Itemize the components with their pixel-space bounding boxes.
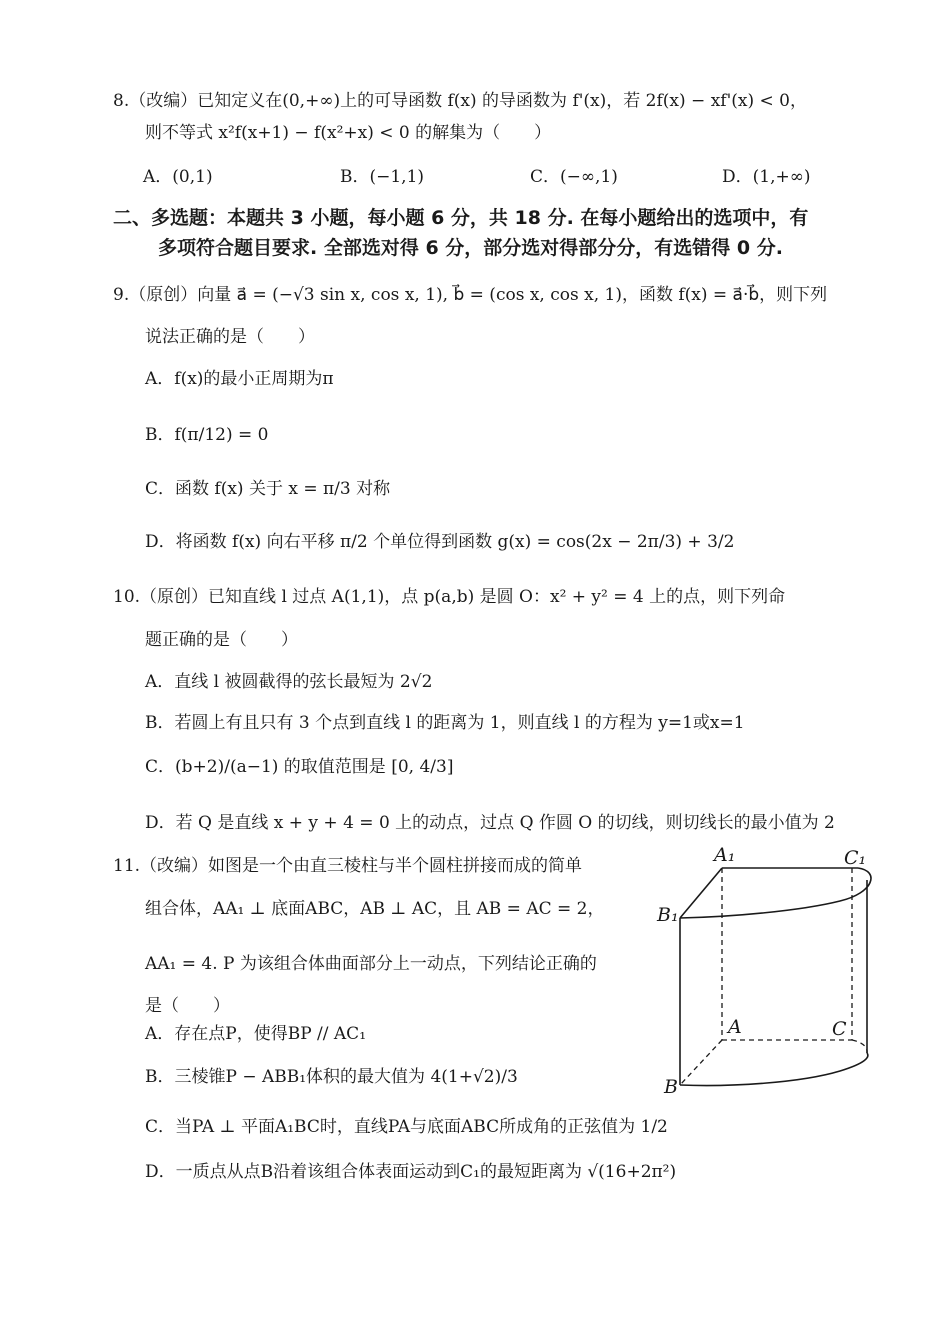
edge-a1b1 bbox=[680, 868, 722, 918]
q11-stem-line3: AA₁ = 4. P 为该组合体曲面部分上一动点，下列结论正确的 bbox=[145, 954, 597, 974]
q9-option-d: D．将函数 f(x) 向右平移 π/2 个单位得到函数 g(x) = cos(2x − 2π/3) + 3/2 bbox=[145, 532, 735, 552]
label-a: A bbox=[728, 1016, 742, 1038]
q10-option-d: D．若 Q 是直线 x + y + 4 = 0 上的动点，过点 Q 作圆 O 的切线，则切线长的最小值为 2 bbox=[145, 813, 835, 833]
q11-option-a: A．存在点P，使得BP // AC₁ bbox=[145, 1024, 367, 1044]
label-b: B bbox=[664, 1076, 678, 1098]
q10-stem-line2: 题正确的是（ ） bbox=[145, 630, 298, 650]
curve-top-arc bbox=[680, 868, 871, 918]
edge-ab-hidden bbox=[680, 1040, 722, 1085]
q8-option-a: A．(0,1) bbox=[143, 167, 213, 187]
q9-option-b: B．f(π/12) = 0 bbox=[145, 425, 269, 445]
q9-option-c: C．函数 f(x) 关于 x = π/3 对称 bbox=[145, 479, 391, 499]
q11-option-d: D．一质点从点B沿着该组合体表面运动到C₁的最短距离为 √(16+2π²) bbox=[145, 1162, 677, 1182]
q10-stem-line1: 10.（原创）已知直线 l 过点 A(1,1)，点 p(a,b) 是圆 O：x² + y² = 4 上的点，则下列命 bbox=[113, 587, 786, 607]
q10-option-a: A．直线 l 被圆截得的弦长最短为 2√2 bbox=[145, 672, 433, 692]
q11-figure bbox=[640, 835, 890, 1105]
curve-hidden-arc bbox=[852, 1040, 867, 1053]
q10-option-c: C．(b+2)/(a−1) 的取值范围是 [0, 4/3] bbox=[145, 757, 454, 777]
label-a1: A₁ bbox=[714, 844, 736, 866]
q8-option-b: B．(−1,1) bbox=[340, 167, 425, 187]
section-heading-line1: 二、多选题：本题共 3 小题，每小题 6 分，共 18 分. 在每小题给出的选项中，有 bbox=[113, 207, 809, 229]
q9-stem-line1: 9.（原创）向量 a⃗ = (−√3 sin x, cos x, 1), b⃗ = (cos x, cos x, 1)，函数 f(x) = a⃗·b⃗，则下列 bbox=[113, 285, 828, 305]
label-c: C bbox=[832, 1018, 847, 1040]
q10-option-b: B．若圆上有且只有 3 个点到直线 l 的距离为 1，则直线 l 的方程为 y=1或x=1 bbox=[145, 713, 745, 733]
label-c1: C₁ bbox=[844, 847, 867, 869]
q11-stem-line1: 11.（改编）如图是一个由直三棱柱与半个圆柱拼接而成的简单 bbox=[113, 856, 583, 876]
q11-stem-line2: 组合体，AA₁ ⊥ 底面ABC，AB ⊥ AC，且 AB = AC = 2， bbox=[145, 899, 605, 919]
q8-stem-line1: 8.（改编）已知定义在(0,+∞)上的可导函数 f(x) 的导函数为 f'(x)，若 2f(x) − xf'(x) < 0， bbox=[113, 91, 807, 111]
label-b1: B₁ bbox=[657, 904, 679, 926]
q11-option-b: B．三棱锥P − ABB₁体积的最大值为 4(1+√2)/3 bbox=[145, 1067, 518, 1087]
q8-option-d: D．(1,+∞) bbox=[722, 167, 811, 187]
section-heading-line2: 多项符合题目要求. 全部选对得 6 分，部分选对得部分分，有选错得 0 分. bbox=[158, 237, 783, 259]
curve-bottom-arc bbox=[680, 1053, 868, 1085]
q11-stem-line4: 是（ ） bbox=[145, 996, 230, 1016]
q8-option-c: C．(−∞,1) bbox=[530, 167, 618, 187]
q9-option-a: A．f(x)的最小正周期为π bbox=[145, 369, 334, 389]
q11-option-c: C．当PA ⊥ 平面A₁BC时，直线PA与底面ABC所成角的正弦值为 1/2 bbox=[145, 1117, 668, 1137]
q8-stem-line2: 则不等式 x²f(x+1) − f(x²+x) < 0 的解集为（ ） bbox=[145, 123, 552, 143]
q9-stem-line2: 说法正确的是（ ） bbox=[145, 327, 315, 347]
